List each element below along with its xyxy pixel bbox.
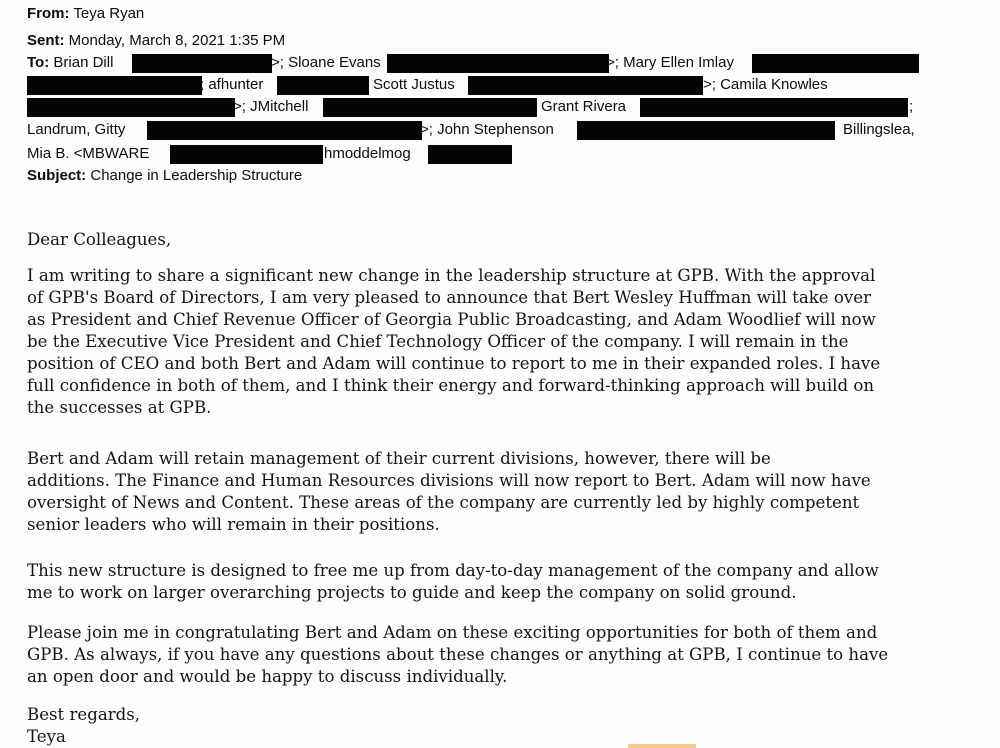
redaction-box — [170, 145, 323, 164]
redaction-box — [468, 76, 703, 95]
paragraph-3 — [27, 560, 879, 604]
redaction-box — [428, 145, 512, 164]
recipient-afhunter: ; afhunter — [200, 76, 264, 93]
redaction-box — [27, 98, 235, 117]
to-label: To: — [27, 54, 50, 71]
sent-value: Monday, March 8, 2021 1:35 PM — [68, 32, 286, 49]
paragraph-line: Please join me in congratulating Bert and Adam on these exciting opportunities for both of them and — [27, 623, 878, 642]
paragraph-line: me to work on larger overarching projects to guide and keep the company on solid ground. — [27, 583, 797, 602]
greeting: Dear Colleagues, — [27, 230, 172, 249]
paragraph-line: full confidence in both of them, and I think their energy and forward-thinking approach will build on — [27, 376, 875, 395]
redaction-box — [147, 121, 422, 140]
paragraph-1 — [27, 265, 880, 419]
redaction-box — [640, 98, 908, 117]
signature: Teya — [27, 727, 66, 746]
sent-line — [27, 31, 285, 51]
paragraph-line: This new structure is designed to free me up from day-to-day management of the company and allow — [27, 561, 879, 580]
redaction-box — [277, 76, 369, 95]
redaction-box — [323, 98, 537, 117]
paragraph-line: an open door and would be happy to discuss individually. — [27, 667, 508, 686]
scan-artifact — [628, 744, 696, 748]
subject-line — [27, 166, 302, 186]
recipient-hmoddelmog: hmoddelmog — [324, 145, 411, 162]
from-line — [27, 4, 144, 24]
recipient-landrum: Landrum, Gitty — [27, 121, 126, 138]
to-label-line — [27, 53, 113, 73]
redaction-box — [132, 54, 272, 73]
recipient-scott: Scott Justus — [373, 76, 455, 93]
paragraph-line: be the Executive Vice President and Chief Technology Officer of the company. I will remain in the — [27, 332, 849, 351]
paragraph-line: the successes at GPB. — [27, 398, 212, 417]
recipient-camila: >; Camila Knowles — [703, 76, 828, 93]
closing: Best regards, — [27, 705, 141, 724]
redaction-box — [752, 54, 919, 73]
paragraph-line: oversight of News and Content. These areas of the company are currently led by highly competent — [27, 493, 860, 512]
sent-label: Sent: — [27, 32, 65, 49]
paragraph-line: senior leaders who will remain in their positions. — [27, 515, 440, 534]
recipient-separator: ; — [909, 98, 914, 115]
recipient-billingslea: Billingslea, — [843, 121, 915, 138]
paragraph-4 — [27, 622, 888, 688]
redaction-box — [387, 54, 609, 73]
paragraph-line: additions. The Finance and Human Resources divisions will now report to Bert. Adam will now have — [27, 471, 871, 490]
recipient-mary: >; Mary Ellen Imlay — [606, 54, 734, 71]
redaction-box — [27, 76, 202, 95]
subject-value: Change in Leadership Structure — [90, 167, 303, 184]
recipient-sloane: >; Sloane Evans — [271, 54, 381, 71]
recipient-mia: Mia B. <MBWARE — [27, 145, 150, 162]
paragraph-2 — [27, 448, 871, 536]
from-value: Teya Ryan — [73, 5, 145, 22]
paragraph-line: I am writing to share a significant new change in the leadership structure at GPB. With the approval — [27, 266, 876, 285]
subject-label: Subject: — [27, 167, 87, 184]
recipient-john: >; John Stephenson — [420, 121, 554, 138]
recipient-jmitchell: >; JMitchell — [233, 98, 309, 115]
recipient-grant: Grant Rivera — [541, 98, 627, 115]
paragraph-line: Bert and Adam will retain management of their current divisions, however, there will be — [27, 449, 771, 468]
paragraph-line: position of CEO and both Bert and Adam will continue to report to me in their expanded roles. I have — [27, 354, 881, 373]
recipient-brian: Brian Dill — [53, 54, 114, 71]
paragraph-line: GPB. As always, if you have any questions about these changes or anything at GPB, I continue to have — [27, 645, 889, 664]
paragraph-line: of GPB's Board of Directors, I am very pleased to announce that Bert Wesley Huffman will take over — [27, 288, 871, 307]
redaction-box — [577, 121, 835, 140]
paragraph-line: as President and Chief Revenue Officer of Georgia Public Broadcasting, and Adam Woodlief will now — [27, 310, 876, 329]
from-label: From: — [27, 5, 70, 22]
